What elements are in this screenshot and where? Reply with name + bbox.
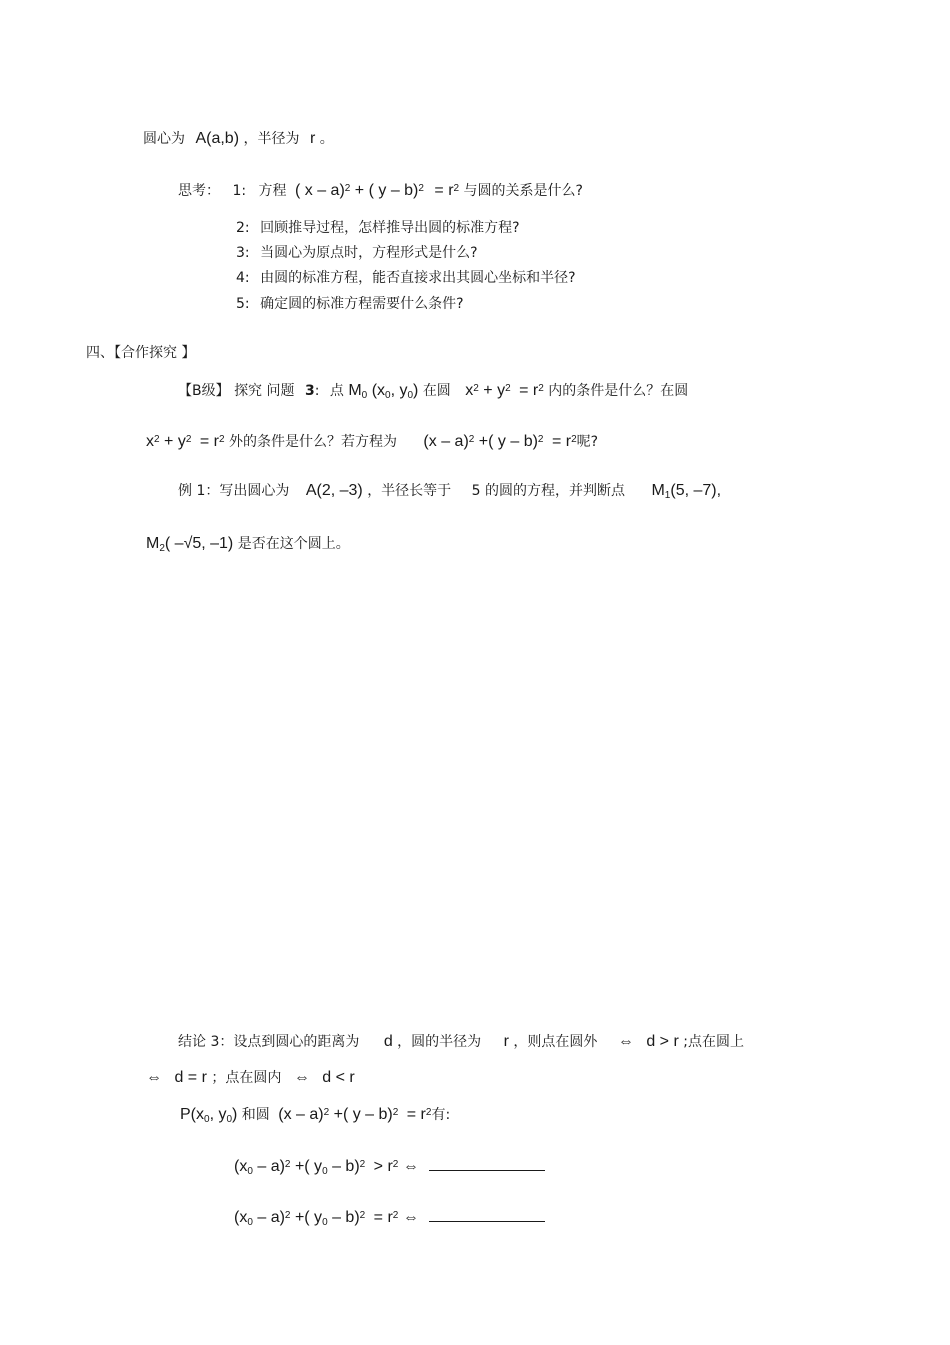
subscript: 0 (385, 390, 391, 401)
problem-text: 点 (329, 383, 344, 399)
think-item-1 (178, 182, 583, 202)
section-title-text: 四、【合作探究 】 (86, 345, 196, 361)
example-text: 是否在这个圆上。 (237, 536, 350, 552)
subscript: 0 (247, 1166, 253, 1177)
problem-number: 3 (304, 383, 315, 399)
exponent: 2 (418, 183, 424, 194)
exponent: 2 (344, 183, 351, 194)
think-num: 1: (232, 183, 247, 199)
think-text: 由圆的标准方程，能否直接求出其圆心坐标和半径? (260, 270, 576, 286)
exponent: 2 (185, 434, 192, 445)
conclusion-row-1 (234, 1156, 545, 1178)
equation-part: ( y (304, 1158, 323, 1175)
subscript: 1 (664, 490, 671, 501)
equation-part: + (333, 1106, 343, 1123)
problem-title: 探究 问题 (234, 383, 295, 399)
point-p: ) (232, 1106, 238, 1123)
equation-part: (x (234, 1158, 248, 1175)
answer-blank[interactable] (429, 1156, 545, 1171)
exponent: 2 (505, 383, 511, 394)
equation-part: – a) (257, 1158, 285, 1175)
equation-part: + (478, 433, 489, 450)
example1-line1 (178, 482, 721, 502)
example-label: 例 1：写出圆心为 (178, 483, 290, 499)
exponent: 2 (453, 183, 460, 194)
radius-r: r (503, 1033, 509, 1050)
subscript: 0 (247, 1217, 253, 1228)
equation-part: (x – a) (278, 1106, 324, 1123)
equation-part: + (164, 433, 174, 450)
problem-text: 内的条件是什么？在圆 (548, 383, 689, 399)
equation-part: y (177, 433, 186, 450)
intro-end: 。 (319, 131, 334, 147)
think-item-2 (236, 219, 520, 237)
intro-radius: r (309, 130, 316, 147)
conclusion-text: ，圆的半径为 (397, 1034, 482, 1050)
point-p: P(x (180, 1106, 204, 1123)
think-item-4 (236, 269, 576, 287)
exponent: 2 (218, 434, 225, 445)
think-item-3 (236, 244, 478, 262)
conclusion-text: ，则点在圆外 (513, 1034, 598, 1050)
problem3-line1 (178, 382, 688, 402)
exponent: 2 (284, 1159, 291, 1170)
equation-part: – b) (332, 1209, 360, 1226)
equation-part: = r (519, 382, 539, 399)
exponent: 2 (284, 1210, 291, 1221)
point-p: , y (209, 1106, 227, 1123)
equation-part: (x (234, 1209, 248, 1226)
equation-part: ( y – b) (342, 1106, 393, 1123)
point-coords: (x (371, 382, 386, 399)
example-text: 的圆的方程，并判断点 (485, 483, 626, 499)
problem-colon: : (314, 383, 320, 399)
problem-text: 外的条件是什么？若方程为 (228, 434, 397, 450)
problem-text: 在圆 (422, 383, 451, 399)
example-text: , (716, 482, 722, 499)
conclusion-label: 结论 3：设点到圆心的距离为 (178, 1034, 360, 1050)
equation-part: + (294, 1209, 305, 1226)
conclusion-text: ;点在圆上 (683, 1034, 744, 1050)
equation-part: ( y – b) (368, 182, 419, 199)
equation-part: = r (406, 1106, 426, 1123)
equation-part: x (146, 433, 154, 450)
problem3-line2 (146, 433, 598, 453)
conclusion-line2 (146, 1069, 355, 1087)
condition-outside: d > r (646, 1033, 679, 1050)
intro-mid: ，半径为 (243, 131, 300, 147)
equivalence-icon: ⇔ (146, 1069, 162, 1086)
think-text: 回顾推导过程，怎样推导出圆的标准方程? (260, 220, 520, 236)
equation-part: (x – a) (423, 433, 469, 450)
point-m1: M (651, 482, 665, 499)
think-label: 思考： (178, 183, 220, 199)
exponent: 2 (468, 434, 475, 445)
exponent: 2 (537, 434, 544, 445)
subscript: 0 (322, 1217, 328, 1228)
conclusion-line1 (178, 1033, 744, 1051)
think-num: 4: (236, 270, 250, 286)
think-item-5 (236, 295, 464, 313)
equation-part: = r (199, 433, 219, 450)
exponent: 2 (571, 434, 577, 445)
equivalence-icon: ⇔ (293, 1069, 310, 1086)
exponent: 2 (323, 1107, 330, 1118)
think-num: 5: (236, 296, 250, 312)
intro-line (143, 130, 334, 148)
think-text: 当圆心为原点时，方程形式是什么? (260, 245, 478, 261)
equation-part: = r (373, 1209, 393, 1226)
think-text: 方程 (258, 183, 287, 199)
equation-part: ( x – a) (294, 182, 345, 199)
think-text: 确定圆的标准方程需要什么条件? (260, 296, 464, 312)
conclusion-text: ；点在圆内 (211, 1070, 282, 1086)
point-m1-coords: (5, –7) (670, 482, 717, 499)
exponent: 2 (359, 1159, 366, 1170)
equation-part: ( y (304, 1209, 323, 1226)
equation-part: + (294, 1158, 305, 1175)
equation-part: y (497, 382, 506, 399)
intro-center: A(a,b) (195, 130, 240, 147)
condition-inside: d < r (322, 1069, 355, 1086)
equivalence-icon: ⇔ (402, 1158, 419, 1175)
subscript: 0 (361, 390, 368, 401)
think-text: 与圆的关系是什么? (463, 183, 583, 199)
conclusion-text: 和圆 (241, 1107, 270, 1123)
conclusion-row-2 (234, 1207, 545, 1229)
equation-part: ( y – b) (488, 433, 538, 450)
equation-part: – a) (257, 1209, 285, 1226)
equation-part: > r (373, 1158, 393, 1175)
exponent: 2 (392, 1159, 399, 1170)
equation-part: + (354, 182, 365, 199)
subscript: 0 (322, 1166, 328, 1177)
conclusion-text: 有: (431, 1107, 451, 1123)
intro-prefix: 圆心为 (143, 131, 185, 147)
distance-d: d (383, 1033, 393, 1050)
subscript: 2 (159, 543, 165, 554)
equation-part: – b) (332, 1158, 360, 1175)
exponent: 2 (154, 434, 160, 445)
conclusion-p-line (180, 1106, 450, 1126)
level-badge: 【B级】 (178, 383, 230, 399)
exponent: 2 (473, 383, 479, 394)
example-radius: 5 (471, 483, 481, 499)
point-m0: M (348, 382, 362, 399)
equation-part: x (465, 382, 474, 399)
example-center: A(2, –3) (305, 482, 363, 499)
point-m2: M (146, 535, 160, 552)
point-coords: , y (390, 382, 408, 399)
equivalence-icon: ⇔ (617, 1033, 634, 1050)
subscript: 0 (204, 1114, 210, 1125)
problem-text: 呢? (576, 434, 599, 450)
equivalence-icon: ⇔ (402, 1209, 419, 1226)
subscript: 0 (407, 390, 414, 401)
equation-part: + (483, 382, 493, 399)
exponent: 2 (392, 1210, 399, 1221)
equation-part: = r (434, 182, 454, 199)
condition-on: d = r (174, 1069, 207, 1086)
exponent: 2 (392, 1107, 399, 1118)
example-text: ，半径长等于 (367, 483, 452, 499)
think-num: 3: (236, 245, 250, 261)
answer-blank[interactable] (429, 1207, 545, 1222)
think-num: 2: (236, 220, 250, 236)
equation-part: = r (551, 433, 572, 450)
exponent: 2 (538, 383, 544, 394)
point-coords: ) (413, 382, 419, 399)
section-title (86, 344, 195, 362)
example1-line2 (146, 535, 350, 555)
exponent: 2 (425, 1107, 432, 1118)
exponent: 2 (359, 1210, 366, 1221)
point-m2-coords: ( –√5, –1) (164, 535, 234, 552)
subscript: 0 (226, 1114, 233, 1125)
